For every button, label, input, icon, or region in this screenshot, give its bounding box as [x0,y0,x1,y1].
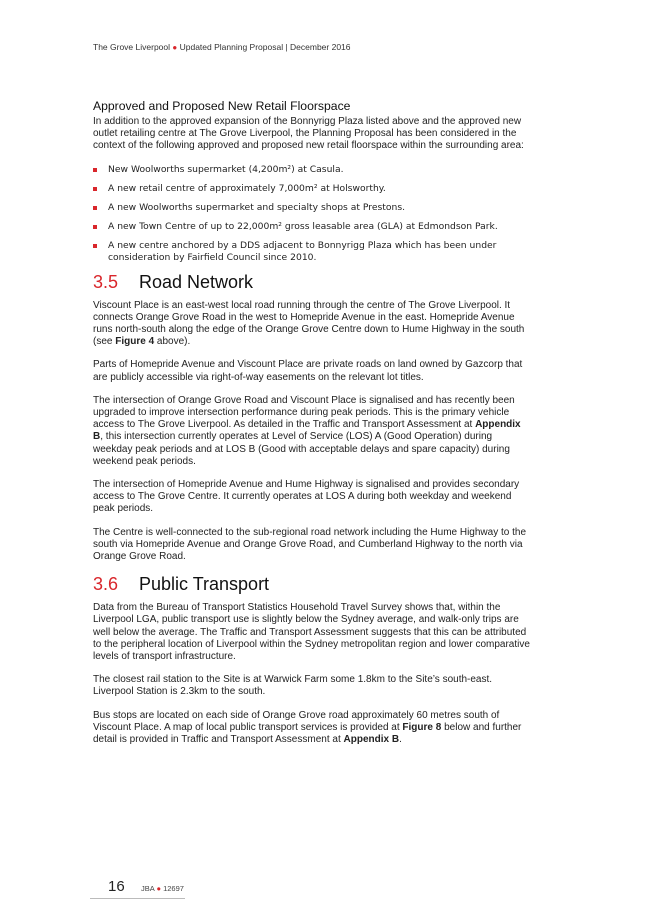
list-item: A new centre anchored by a DDS adjacent to Bonnyrigg Plaza which has been under consideration by Fairfield Council since 2010. [93,240,530,264]
transport-paragraph-1: Data from the Bureau of Transport Statistics Household Travel Survey shows that, within the Liverpool LGA, public transport use is slightly below the Sydney average, and walk-only trips are well below the average. The Traffic and Transport Assessment suggests that this can be attributed to the peripheral location of Liverpool within the Sydney metropolitan region and lower comparative levels of transport infrastructure. [93,602,530,663]
bullet-marker [93,187,97,191]
bullet-marker [93,225,97,229]
footer-reference: JBA ● 12697 [141,884,184,893]
page-number: 16 [108,878,125,895]
list-item: A new Woolworths supermarket and specialty shops at Prestons. [93,202,530,214]
page-footer [108,878,184,896]
list-item: A new Town Centre of up to 22,000m² gross leasable area (GLA) at Edmondson Park. [93,221,530,233]
road-paragraph-3: The intersection of Orange Grove Road and Viscount Place is signalised and has recently been upgraded to improve intersection performance during peak periods. This is the primary vehicle access to The Grove Liverpool. As detailed in the Traffic and Transport Assessment at Appendix B, this intersection currently operates at Level of Service (LOS) A (Good Operation) during weekday peak periods and at LOS B (Good with acceptable delays and spare capacity) during weekend peak periods. [93,394,521,467]
road-paragraph-4: The intersection of Homepride Avenue and Hume Highway is signalised and provides secondary access to The Grove Centre. It currently operates at LOS A during both weekday and weekend peak periods. [93,479,520,515]
section-number: 3.5 [93,271,119,292]
bullet-marker [93,244,97,248]
road-paragraph-5: The Centre is well-connected to the sub-regional road network including the Hume Highway to the south via Homepride Avenue and Orange Grove Road, and Cumberland Highway to the north via Orange Grove Road. [93,526,527,563]
page-body [93,99,530,757]
retail-bullet-list [93,164,530,264]
section-title: Public Transport [139,574,270,595]
list-item: New Woolworths supermarket (4,200m²) at Casula. [93,164,530,176]
section-title: Road Network [139,271,254,292]
list-item: A new retail centre of approximately 7,000m² at Holsworthy. [93,183,530,195]
section-heading-public-transport [93,574,530,595]
transport-paragraph-2: The closest rail station to the Site is at Warwick Farm some 1.8km to the Site’s south-east. Liverpool Station is 2.3km to the south. [93,674,493,698]
header-subtitle: Updated Planning Proposal | December 2016 [179,42,351,52]
section-number: 3.6 [93,574,119,595]
road-paragraph-1: Viscount Place is an east-west local road running through the centre of The Grove Liverpool. It connects Orange Grove Road in the west to Homepride Avenue in the east. Homepride Avenue runs north-south along the edge of the Orange Grove Centre down to Hume Highway in the south (see Figure 4 above). [93,299,525,348]
footer-divider [90,898,185,899]
road-paragraph-2: Parts of Homepride Avenue and Viscount Place are private roads on land owned by Gazcorp that are publicly accessible via right-of-way easements on the relevant lot titles. [93,359,523,383]
running-header [93,42,351,52]
transport-paragraph-3: Bus stops are located on each side of Orange Grove road approximately 60 metres south of Viscount Place. A map of local public transport services is provided at Figure 8 below and further detail is provided in Traffic and Transport Assessment at Appendix B. [93,709,522,746]
section-heading-road-network [93,272,530,293]
header-separator: ● [172,43,178,52]
header-title: The Grove Liverpool [93,42,171,52]
retail-heading: Approved and Proposed New Retail Floorspace [93,99,351,113]
retail-intro: In addition to the approved expansion of the Bonnyrigg Plaza listed above and the approved new outlet retailing centre at The Grove Liverpool, the Planning Proposal has been considered in the context of the following approved and proposed new retail floorspace within the surrounding area: [93,116,524,152]
bullet-marker [93,168,97,172]
bullet-marker [93,206,97,210]
